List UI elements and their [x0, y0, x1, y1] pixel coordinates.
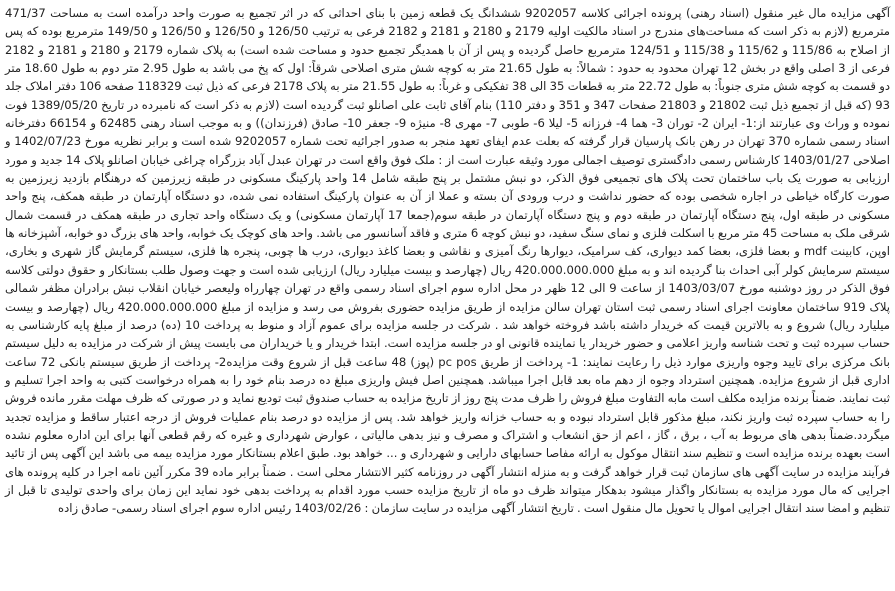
- auction-notice-body: آگهی مزایده مال غیر منقول (اسناد رهنی) پرونده اجرائی کلاسه 9202057 ششدانگ یک قطعه زمین با بنای احداثی که در اثر تجمیع به صورت واحد درآمده است به مساحت 471/37 مترمربع (لازم به ذکر است که مساحت‌های مندرج در اسناد مالکیت اولیه 2179 و 2180 و 2181 و 2182 فرعی به ترتیب 126/50 و 126/50 و 126/50 و 149/50 مترمربع بوده که پس از اصلاح به 115/86 و 115/62 و 115/38 و 124/51 مترمربع حاصل گردیده و پس از آن با همدیگر تجمیع حدود و مساحت شده است) به پلاک شماره 2179 و 2180 و 2181 و 2182 فرعی از 3 اصلی واقع در بخش 12 تهران محدود به حدود : شمالاً: به طول 21.65 متر به کوچه شش متری اصلاحی شرقاً: اول که پخ می باشد به طول 2.95 متر دوم به طول 18.60 متر دو قسمت به کوچه شش متری جنوباً: به طول 22.72 متر به قطعات 35 الی 38 تفکیکی و غرباً: به طول 21.55 متر به پلاک 2178 فرعی که ذیل ثبت 118329 صفحه 106 دفتر املاک جلد 93 (که قبل از تجمیع ذیل ثبت 21802 و 21803 صفحات 347 و 351 و دفتر 110) بنام آقای ثابت علی اصانلو ثبت گردیده است (لازم به ذکر است که نامبرده در تاریخ 1389/05/20 فوت نموده و وراث وی عبارتند از:1- ایران 2- توران 3- هما 4- فرزانه 5- لیلا 6- طوبی 7- مهری 8- منیژه 9- جعفر 10- صادق (فرزندان)) و به موجب اسناد رهنی 62485 و 66154 دفترخانه اسناد رسمی شماره 370 تهران در رهن بانک پارسیان قرار گرفته که بعلت عدم ایفای تعهد منجر به صدور اجرائیه تحت شماره 9202057 شده است و برابر نظریه مورخ 1402/07/23 و اصلاحی 1403/01/27 کارشناس رسمی دادگستری توصیف اجمالی مورد وثیقه عبارت است از : ملک فوق واقع است در تهران عبدل آباد بزرگراه چراغی خیابان اصانلو پلاک 14 جدید و مورد ارزیابی به صورت یک باب ساختمان تحت پلاک های تجمیعی فوق الذکر، دو نبش مشتمل بر پنج طبقه شامل 14 واحد پارکینگ مسکونی در طبقه زیرزمین که درهنگام بازدید زیرزمین به صورت کارگاه خیاطی در اجاره شخصی بوده که حضور نداشت و درب ورودی آن بسته و عملا از آن به عنوان پارکینگ استفاده نمی شده، دو دستگاه آپارتمان در طبقه همکف، پنج واحد مسکونی در طبقه اول، پنج دستگاه آپارتمان در طبقه دوم و پنج دستگاه آپارتمان در طبقه سوم(جمعا 17 آپارتمان مسکونی) و یک دستگاه واحد تجاری در طبقه همکف در قسمت شمال شرقی ملک به مساحت 45 متر مربع با اسکلت فلزی و نمای سنگ سفید، دو نبش کوچه 6 متری و فاقد آسانسور می باشد. واحد های کوچک یک خوابه، واحد های بزرگ دو خوابه، آشپزخانه ها اوپن، کابینت mdf و بعضا فلزی، بعضا کمد دیواری، کف سرامیک، دیوارها رنگ آمیزی و نقاشی و بعضا کاغذ دیواری، درب ها چوبی، پنجره ها فلزی، سیستم گرمایش گاز شهری و بخاری، سیستم سرمایش کولر آبی احداث بنا گردیده اند و به مبلغ 420.000.000.000 ریال (چهارصد و بیست میلیارد ریال) ارزیابی شده است و جهت وصول طلب بستانکار و حقوق دولتی کلاسه فوق الذکر در روز دوشنبه مورخ 1403/03/07 از ساعت 9 الی 12 ظهر در محل اداره سوم اجرای اسناد رسمی واقع در تهران چهارراه ولیعصر خیابان انقلاب نبش برادران مظفر شمالی پلاک 919 ساختمان معاونت اجرای اسناد رسمی ثبت استان تهران سالن مزایده از طریق مزایده حضوری بفروش می رسد و مزایده از مبلغ 420.000.000.000 ریال (چهارصد و بیست میلیارد ریال) شروع و به بالاترین قیمت که خریدار داشته باشد فروخته خواهد شد . شرکت در جلسه مزایده برای عموم آزاد و منوط به پرداخت 10 (ده) درصد از مبلغ پایه کارشناسی به حساب سپرده ثبت و تحت شناسه واریز اعلامی و حضور خریدار یا نماینده قانونی او در جلسه مزایده است. ابتدا خریدار و یا خریداران می بایست پیش از شرکت در مزایده به دلیل سیستم بانک مرکزی برای تایید وجوه واریزی موارد ذیل را رعایت نمایند: 1- پرداخت از طریق pc pos (پوز) 48 ساعت قبل از شروع وقت مزایده2- پرداخت از طریق سیستم بانکی 72 ساعت اداری قبل از شروع مزایده. همچنین استرداد وجوه از دهم ماه بعد قابل اجرا میباشد. همچنین اصل فیش واریزی مبلغ ده درصد بنام خود را به همراه درخواست کتبی به واحد اجرا تسلیم و ثبت نمایند. ضمناً برنده مزایده مکلف است مابه التفاوت مبلغ فروش را ظرف مدت پنج روز از تاریخ مزایده به حساب صندوق ثبت تودیع نماید و در صورتی که ظرف مهلت مقرر مانده فروش را به حساب سپرده ثبت واریز نکند، مبلغ مذکور قابل استرداد نبوده و به حساب خزانه واریز خواهد شد. پس از مزایده دو درصد بنام عملیات فروش از درجه اعتبار ساقط و مزایده تجدید میگردد.ضمناً بدهی های مربوط به آب ، برق ، گاز ، اعم از حق انشعاب و اشتراک و مصرف و نیز بدهی مالیاتی ، عوارض شهرداری و غیره که رقم قطعی آنها برای این اداره معلوم نشده است بعهده برنده مزایده است و تنظیم سند انتقال موکول به ارائه مفاصا حسابهای دارایی و شهرداری و ... خواهد بود. طبق اعلام بستانکار مورد مزایده بیمه می باشد این آگهی پس از تائید فرآیند مزایده در سایت آگهی های سازمان ثبت قرار خواهد گرفت و به منزله انتشار آگهی در روزنامه کثیر الانتشار محلی است . ضمناً برابر ماده 39 مکرر آئین نامه اجرا در کلیه پرونده های اجرایی که مال مورد مزایده به بستانکار واگذار میشود بدهکار میتواند ظرف دو ماه از تاریخ مزایده حسب مورد اقدام به پرداخت بدهی خود نماید این زمان برای واحدی تولیدی تا قبل از تنظیم و امضا سند انتقال اجرایی اموال یا تحویل مال منقول است . تاریخ انتشار آگهی مزایده در سایت سازمان : 1403/02/26 رئیس اداره سوم اجرای اسناد رسمی- صادق زاده: [5, 6, 891, 516]
